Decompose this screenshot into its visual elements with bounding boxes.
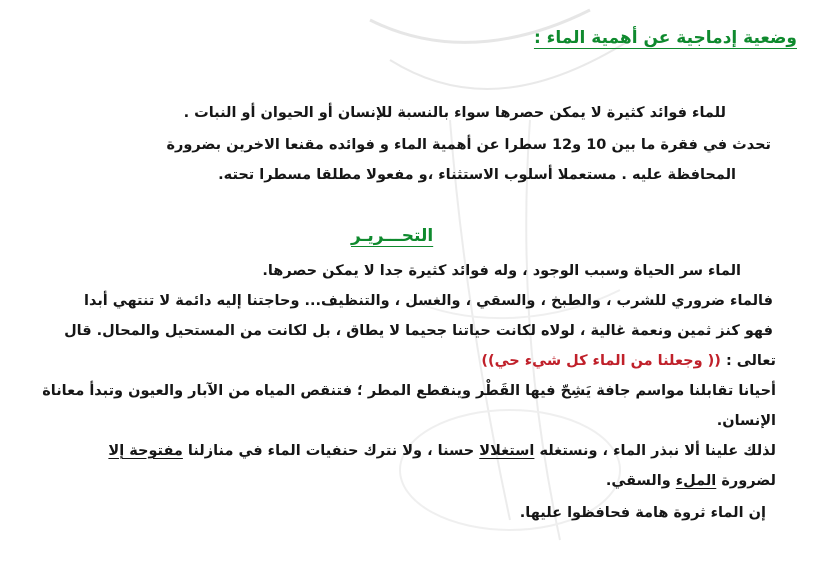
underlined-word-3: الملء [675,473,717,489]
essay-line-2: فالماء ضروري للشرب ، والطبخ ، والسقي ، والغسل ، والتنظيف... وحاجتنا إليه دائمة لا تنتهي أبدا [84,293,773,309]
essay-line-4-prefix: تعالى : [720,353,776,369]
quran-quote: (( وجعلنا من الماء كل شيء حي)) [481,353,721,369]
watermark-drawing [330,0,660,579]
task-line-2: تحدث في فقرة ما بين 10 و12 سطرا عن أهمية الماء و فوائده مقنعا الاخرين بضرورة [166,137,771,153]
essay-line-7-part-a: لذلك علينا ألا نبذر الماء ، ونستغله [534,443,776,459]
essay-line-4 [481,352,776,370]
essay-line-6: الإنسان. [716,413,776,429]
task-line-3: المحافظة عليه . مستعملا أسلوب الاستثناء ،و مفعولا مطلقا مسطرا تحته. [218,167,736,183]
essay-line-8-part-a: لضرورة [716,473,776,489]
essay-line-9: إن الماء ثروة هامة فحافظوا عليها. [519,505,766,521]
underlined-word-2: مفتوحة إلا [108,443,183,459]
section-title: التحـــريـر [351,226,434,246]
essay-line-7-part-b: حسنا ، ولا نترك حنفيات الماء في منازلنا [182,443,480,459]
task-line-1: للماء فوائد كثيرة لا يمكن حصرها سواء بالنسبة للإنسان أو الحيوان أو النبات . [183,105,726,121]
essay-line-1: الماء سر الحياة وسبب الوجود ، وله فوائد كثيرة جدا لا يمكن حصرها. [262,263,741,279]
essay-line-5: أحيانا تقابلنا مواسم جافة يَشِحّ فيها القَطْر وينقطع المطر ؛ فتنقص المياه من الآبار والعيون وتبدأ معاناة [42,383,776,399]
essay-line-7 [108,442,776,460]
essay-line-3: فهو كنز ثمين ونعمة غالية ، لولاه لكانت حياتنا جحيما لا يطاق ، بل لكانت من المستحيل والمحال. قال [64,323,773,339]
essay-line-8 [606,472,776,490]
essay-line-8-part-b: والسقي. [605,473,676,489]
underlined-word-1: استغلالا [479,443,535,459]
page-title: وضعية إدماجية عن أهمية الماء : [533,28,797,48]
